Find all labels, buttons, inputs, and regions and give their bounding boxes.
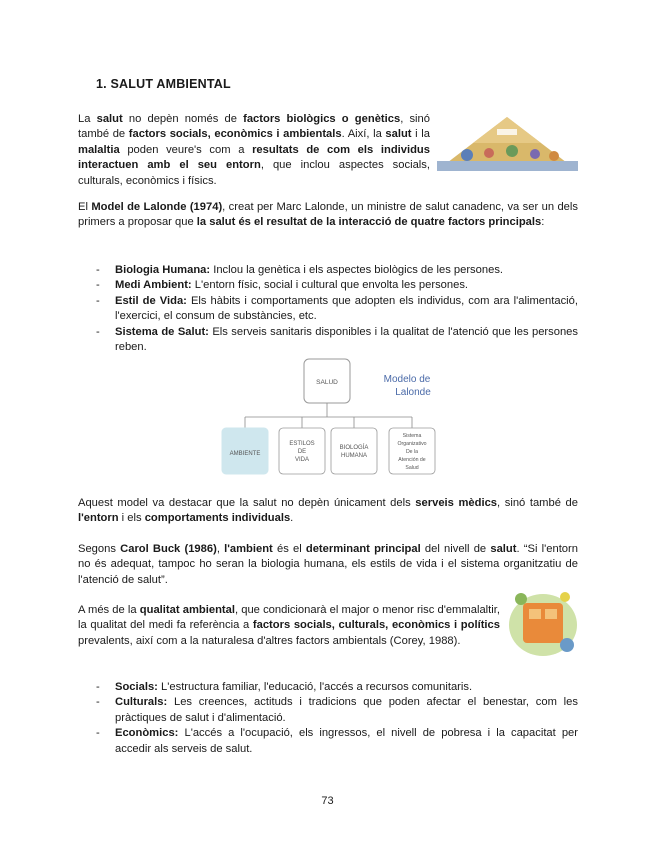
list-item [78, 263, 578, 278]
diagram-label-ambiente: AMBIENTE [229, 451, 261, 457]
bullet-dash: - [96, 325, 100, 338]
bold-text: l'ambient [224, 543, 273, 555]
list-item-text: Econòmics: L'accés a l'ocupació, els ingressos, el nivell de pobresa i la capacitat per accedir als serveis de salut. [115, 727, 578, 755]
diagram-label-estilos-2: DE [297, 449, 307, 455]
bold-text: la salut és el resultat de la interacció de quatre factors principals [196, 216, 542, 229]
environment-collage-illustration [507, 585, 579, 658]
diagram-label-sistema-2: Organizativo [397, 441, 427, 447]
list-item-text: Estil de Vida: Els hàbits i comportaments que adopten els individus, com ara l'alimentació, l'exercici, el consum de substàncies, etc. [115, 294, 578, 323]
list-item [78, 325, 578, 356]
diagram-box-biologia [331, 428, 377, 474]
bold-text: determinant principal [305, 543, 421, 555]
bullet-dash: - [96, 294, 100, 307]
bold-text: factors socials, econòmics i ambientals [128, 128, 342, 141]
list-item-text: Sistema de Salut: Els serveis sanitaris disponibles i la qualitat de l'atenció que les persones reben. [115, 325, 578, 354]
paragraph-carol-buck: Segons Carol Buck (1986), l'ambient és el determinant principal del nivell de salut. “Si l'entorn no és adequat, tampoc ho seran la biologia humana, els estils de vida i el sistema organitzatiu de l'atenció de salut”. [78, 543, 578, 586]
bold-text: resultats de com els individus interactuen amb el seu entorn [78, 143, 430, 172]
bold-text: factors socials, culturals, econòmics i polítics [252, 619, 500, 632]
paragraph-lalonde: El Model de Lalonde (1974), creat per Marc Lalonde, un ministre de salut canadenc, va ser un dels primers a proposar que la salut és el resultat de la interacció de quatre factors principals: [78, 201, 578, 229]
diagram-label-estilos-1: ESTILOS [289, 441, 315, 447]
bullet-dash: - [96, 696, 100, 709]
lalonde-factors-list [78, 263, 578, 355]
list-item [78, 726, 578, 757]
bold-text: comportaments individuals [144, 512, 291, 525]
paragraph-model-highlight: Aquest model va destacar que la salut no depèn únicament dels serveis mèdics, sinó també de l'entorn i els comportaments individuals. [78, 497, 578, 525]
bold-text: salut [385, 128, 412, 141]
list-item [78, 695, 578, 726]
list-item-text: Culturals: Les creences, actituds i tradicions que poden afectar el benestar, com les pràctiques de salut i d'alimentació. [115, 696, 578, 724]
list-item-text: Medi Ambient: L'entorn físic, social i cultural que envolta les persones. [115, 279, 469, 292]
bullet-dash: - [96, 279, 100, 292]
page-number: 73 [321, 795, 334, 807]
health-environment-illustration [437, 115, 578, 171]
bold-text: l'entorn [78, 512, 119, 525]
diagram-label-estilos-3: VIDA [294, 457, 310, 463]
diagram-label-sistema-1: Sistema [402, 433, 422, 439]
list-item [78, 680, 578, 695]
bold-text: factors biològics o genètics [243, 113, 401, 125]
diagram-title-line2: Lalonde [395, 387, 431, 398]
bold-text: qualitat ambiental [139, 604, 235, 616]
bold-text: Estil de Vida: [115, 294, 187, 307]
diagram-label-sistema-3: De la [405, 449, 419, 455]
diagram-label-biologia-1: BIOLOGÍA [339, 445, 369, 451]
paragraph-intro: La salut no depèn només de factors biològics o genètics, sinó també de factors socials, econòmics i ambientals. Així, la salut i la malaltia poden veure's com a resultats de com els individus interactuen amb el seu entorn, que inclou aspectes socials, culturals, econòmics i físics. [78, 113, 430, 187]
bullet-dash: - [96, 727, 100, 740]
bold-text: Econòmics: [115, 727, 179, 740]
bold-text: malaltia [78, 143, 120, 156]
bold-text: Biologia Humana: [115, 264, 211, 276]
section-heading: 1. SALUT AMBIENTAL [96, 77, 231, 91]
list-item [78, 278, 578, 293]
bold-text: Medi Ambient: [115, 279, 192, 292]
diagram-label-biologia-2: HUMANA [340, 453, 368, 459]
diagram-label-sistema-4: Atención de [398, 457, 426, 463]
bold-text: Sistema de Salut: [115, 325, 209, 338]
bold-text: Carol Buck (1986) [120, 543, 217, 555]
diagram-root-label: SALUD [316, 379, 338, 386]
diagram-title-line1: Modelo de [383, 374, 431, 385]
diagram-label-sistema-5: Salud [405, 465, 419, 471]
paragraph-environmental-quality: A més de la qualitat ambiental, que condicionarà el major o menor risc d'emmalaltir, la qualitat del medi fa referència a factors socials, culturals, econòmics i polítics prevalents, així com a la naturalesa d'altres factors ambientals (Corey, 1988). [78, 604, 500, 647]
bold-text: serveis mèdics [415, 497, 498, 509]
bullet-dash: - [96, 681, 100, 693]
list-item [78, 294, 578, 325]
bullet-dash: - [96, 264, 100, 276]
lalonde-model-diagram [220, 358, 440, 476]
bold-text: Culturals: [115, 696, 168, 709]
list-item-text: Biologia Humana: Inclou la genètica i els aspectes biològics de les persones. [115, 264, 504, 276]
bold-text: salut [96, 113, 123, 125]
bold-text: salut [490, 543, 517, 555]
list-item-text: Socials: L'estructura familiar, l'educació, l'accés a recursos comunitaris. [115, 681, 473, 693]
bold-text: Model de Lalonde (1974) [91, 201, 223, 213]
bold-text: Socials: [115, 681, 158, 693]
environmental-factors-list [78, 680, 578, 757]
